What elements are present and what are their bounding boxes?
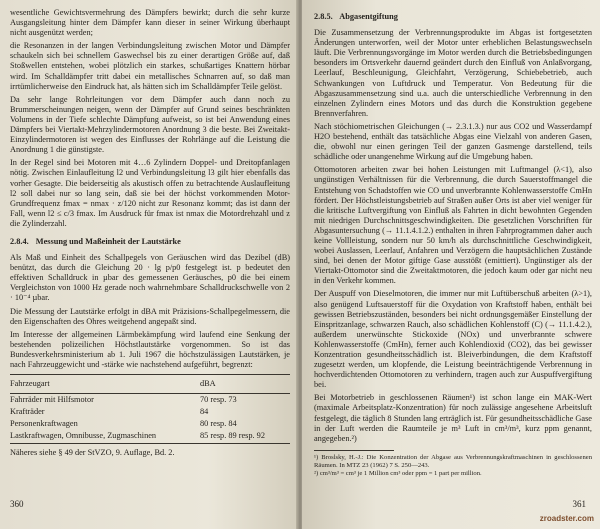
left-paragraph-4: In der Regel sind bei Motoren mit 4…6 Zylindern Doppel- und Dreitopfanlagen nötig. Zwischen Einlaufleitung l2 und Verbindungsleitung l3 gilt hier ebenfalls das vorher Gesagte. Die beiderseitig als akustisch offen zu betrachtende Auslaufleitung l2 soll dabei nur so lang sein, daß sie bei der höchst vorkommenden Motor-Grundfrequenz fmax = nmax · z/120 nicht zur Resonanz kommt; das ist dann der Fall, wenn l2 ≤ c/3 fmax. Im Ausdruck für fmax ist nmax die Motordrehzahl und z die Zylinderzahl. <box>10 158 290 228</box>
table-row <box>10 418 290 430</box>
watermark: zroadster.com <box>539 514 594 523</box>
section-heading-2-8-4 <box>10 237 290 247</box>
table-row <box>10 430 290 443</box>
right-paragraph-4: Der Auspuff von Dieselmotoren, die immer nur mit Luftüberschuß arbeiten (λ>1), also genügend Luftsauerstoff für die Oxydation von Kraftstoff haben, enthält bei gewissen Betriebszuständen, besonders bei nicht ordnungsgemäßer Einstellung der Einspritzanlage, schwarzen Rauch, also schädlichen Kohlenstoff (C) (→ 11.1.4.2.), außerdem unerwünschte Stickoxide (NOx) und unverbrannte schwere Kohlenwasserstoffe (CmHn), ferner auch Kohlendioxid (CO2), das bei gewisser Konzentration gesundheitsschädlich ist. Bleiverbindungen, die dem Kraftstoff zugesetzt werden, um klopfende, die Leistung beeinträchtigende Verbrennung in hochverdichtenden Ottomotoren zu verhindern, tragen auch zur Auspuffvergiftung bei. <box>314 289 592 390</box>
table-header-vehicle: Fahrzeugart <box>10 379 50 389</box>
section-number: 2.8.4. <box>10 236 29 246</box>
footnote-rule <box>314 450 394 451</box>
section-heading-2-8-5 <box>314 12 592 22</box>
left-paragraph-3: Da sehr lange Rohrleitungen vor dem Dämpfer auch dann noch zu Brummerscheinungen neigen, wenn der Dämpfer auf Grund seines beschränkten Volumens in der Tiefe schlechte Dämpfung aufweist, so ist bei Anwendung eines Dämpfers bei Viertakt-Mehrzylindermotoren Anordnung 3 die beste. Bei Zweitakt-Einzylindermotoren ist wegen des Einflusses der Rohrlänge auf die Leistung die Anordnung 1 die günstigste. <box>10 94 290 155</box>
right-page <box>302 0 600 529</box>
left-paragraph-7: Im Interesse der allgemeinen Lärmbekämpfung wird laufend eine Senkung der bestehenden polizeilichen Höchstlautstärke vorgenommen. So ist das Bundesverkehrsministerium ab 1. Juli 1967 die höchstzulässigen Lautstärken, je nach Fahrzeuggewicht und -stärke wie nachstehend aufgeführt, begrenzt: <box>10 329 290 369</box>
table-note: Näheres siehe § 49 der StVZO, 9. Auflage, Bd. 2. <box>10 447 175 457</box>
footnotes <box>314 454 592 478</box>
section-title: Messung und Maßeinheit der Lautstärke <box>35 236 181 246</box>
table-header-dba: dBA <box>200 379 216 389</box>
loudness-table <box>10 374 290 443</box>
section-number: 2.8.5. <box>314 12 333 21</box>
left-paragraph-2: die Resonanzen in der langen Verbindungsleitung zwischen Motor und Dämpfer schaukeln sich bei schnellem Gaswechsel bis zu einer derartigen Größe auf, daß Stoßwellen entstehen, wobei plötzlich ein starkes, schußartiges Knattern hörbar wird. Im Schalldämpfer tritt dabei ein metallisches Schnarren auf, so daß man irrtümlicherweise den Eindruck hat, als hätten sich im Schalldämpfer Teile gelöst. <box>10 41 290 91</box>
left-paragraph-5: Als Maß und Einheit des Schallpegels von Geräuschen wird das Dezibel (dB) benützt, das durch die Gleichung 20 · lg p/p0 festgelegt ist. p bedeutet den effektiven Schalldruck in µbar des gemessenen Geräusches, p0 die bei einem Vergleichston von 1000 Hz gerade noch wahrnehmbare Schalldruckschwelle von 2 · 10⁻⁴ µbar. <box>10 253 290 303</box>
table-cell-dba: 85 resp. 89 resp. 92 <box>200 431 265 441</box>
right-text-column <box>314 12 592 478</box>
table-header-row <box>10 375 290 394</box>
table-row <box>10 406 290 418</box>
table-cell-dba: 84 <box>200 407 209 417</box>
left-paragraph-6: Die Messung der Lautstärke erfolgt in dBA mit Präzisions-Schallpegelmessern, die den Eigenschaften des Ohres weitgehend angepaßt sind. <box>10 306 290 326</box>
footnote-2: ²) cm³/m³ = cm³ je 1 Million cm³ oder ppm = 1 part per million. <box>314 469 482 477</box>
table-cell-vehicle: Fahrräder mit Hilfsmotor <box>10 395 94 405</box>
table-cell-vehicle: Krafträder <box>10 407 45 417</box>
section-title: Abgasentgiftung <box>339 12 398 21</box>
right-paragraph-3: Ottomotoren arbeiten zwar bei hohen Leistungen mit Luftmangel (λ<1), also ungünstigen Verhältnissen für die Verbrennung, die durch Sauerstoffmangel die Entstehung von Schadstoffen wie CO und unverbrannte Kohlenwasserstoffe CmHn fördert. Der Höchstleistungsbetrieb auf Straßen außer Orts ist aber viel weniger für die kritische Luftvergiftung von Einfluß als Fahrten in dicht bewohnten Gegenden mit niedrigen Durchschnittsgeschwindigkeiten. Die gesetzlichen Vorschriften für Abgasuntersuchung (→ 11.1.4.1.2.) enthalten in ihren Fahrprogrammen daher auch keine Vollleistung, sondern nur 50 km/h als durchschnittliche Geschwindigkeit, wobei Auslassen, Leerlauf, Anfahren und Verzögern die hauptsächlichen Zustände sind, bei denen der Motor giftige Gase ausstößt (emittiert). Ungünstiger als der Viertakt-Ottomotor sind die Zweitaktmotoren, die jedoch kaum oder gar nicht neu in den Verkehr kommen. <box>314 165 592 286</box>
right-paragraph-1: Die Zusammensetzung der Verbrennungsprodukte im Abgas ist fortgesetzten Änderungen unterworfen, weil der Motor unter erheblichen Belastungswechseln läuft. Die Verbrennungsvorgänge im Motor werden durch die Betriebsbedingungen besonders im Ortsverkehr dauernd geändert durch den Einfluß von Anlaßvorgang, Leerlauf, Beschleunigung, Gleichfahrt, Verzögerung, Schiebebetrieb, auch Schwankungen von Luftdruck und Temperatur. Von Bedeutung für die Abgaszusammensetzung sind u.a. auch die unterschiedliche Verbrennung in den einzelnen Zylindern eines Motors und das durch die Konstruktion gegebene Brennverfahren. <box>314 28 592 118</box>
left-page <box>0 0 298 529</box>
left-text-column <box>10 8 290 458</box>
right-paragraph-2: Nach stöchiometrischen Gleichungen (→ 2.3.1.3.) nur aus CO2 und Wasserdampf H2O bestehend, enthält das tatsächliche Abgas eine Vielzahl von anderen Gasen, die, obwohl nur einen geringen Teil der ganzen Gasmenge darstellend, teils schädliche oder unangenehme Wirkung auf die Umgebung haben. <box>314 121 592 162</box>
table-row <box>10 394 290 406</box>
table-cell-vehicle: Personenkraftwagen <box>10 419 78 429</box>
page-number-left: 360 <box>10 499 24 509</box>
table-cell-vehicle: Lastkraftwagen, Omnibusse, Zugmaschinen <box>10 431 157 441</box>
footnote-1: ¹) Broslsky, H.-J.: Die Konzentration der Abgase aus Verbrennungskraftmaschinen in geschlossenen Räumen. In MTZ 23 (1962) 7 S. 250—243. <box>314 453 592 469</box>
right-paragraph-5: Bei Motorbetrieb in geschlossenen Räumen¹) ist schon lange ein MAK-Wert (maximale Arbeitsplatz-Konzentration) für noch zulässige angesehene Arbeitsluft festgelegt, die täglich 8 Stunden lang erträglich ist. Für gesundheitsschädliche Gase in der Luft werden die Raumteile je m³ Luft in cm³/m³, kurz ppm genannt, angegeben.²) <box>314 393 592 443</box>
table-cell-dba: 80 resp. 84 <box>200 419 237 429</box>
page-number-right: 361 <box>572 499 586 509</box>
table-cell-dba: 70 resp. 73 <box>200 395 237 405</box>
left-paragraph-1: wesentliche Gewichtsvermehrung des Dämpfers bewirkt; durch die sehr kurze Ausgangsleitung hinter dem Dämpfer kann dieser in seiner Wirkung überhaupt nicht ausgenützt werden; <box>10 8 290 38</box>
